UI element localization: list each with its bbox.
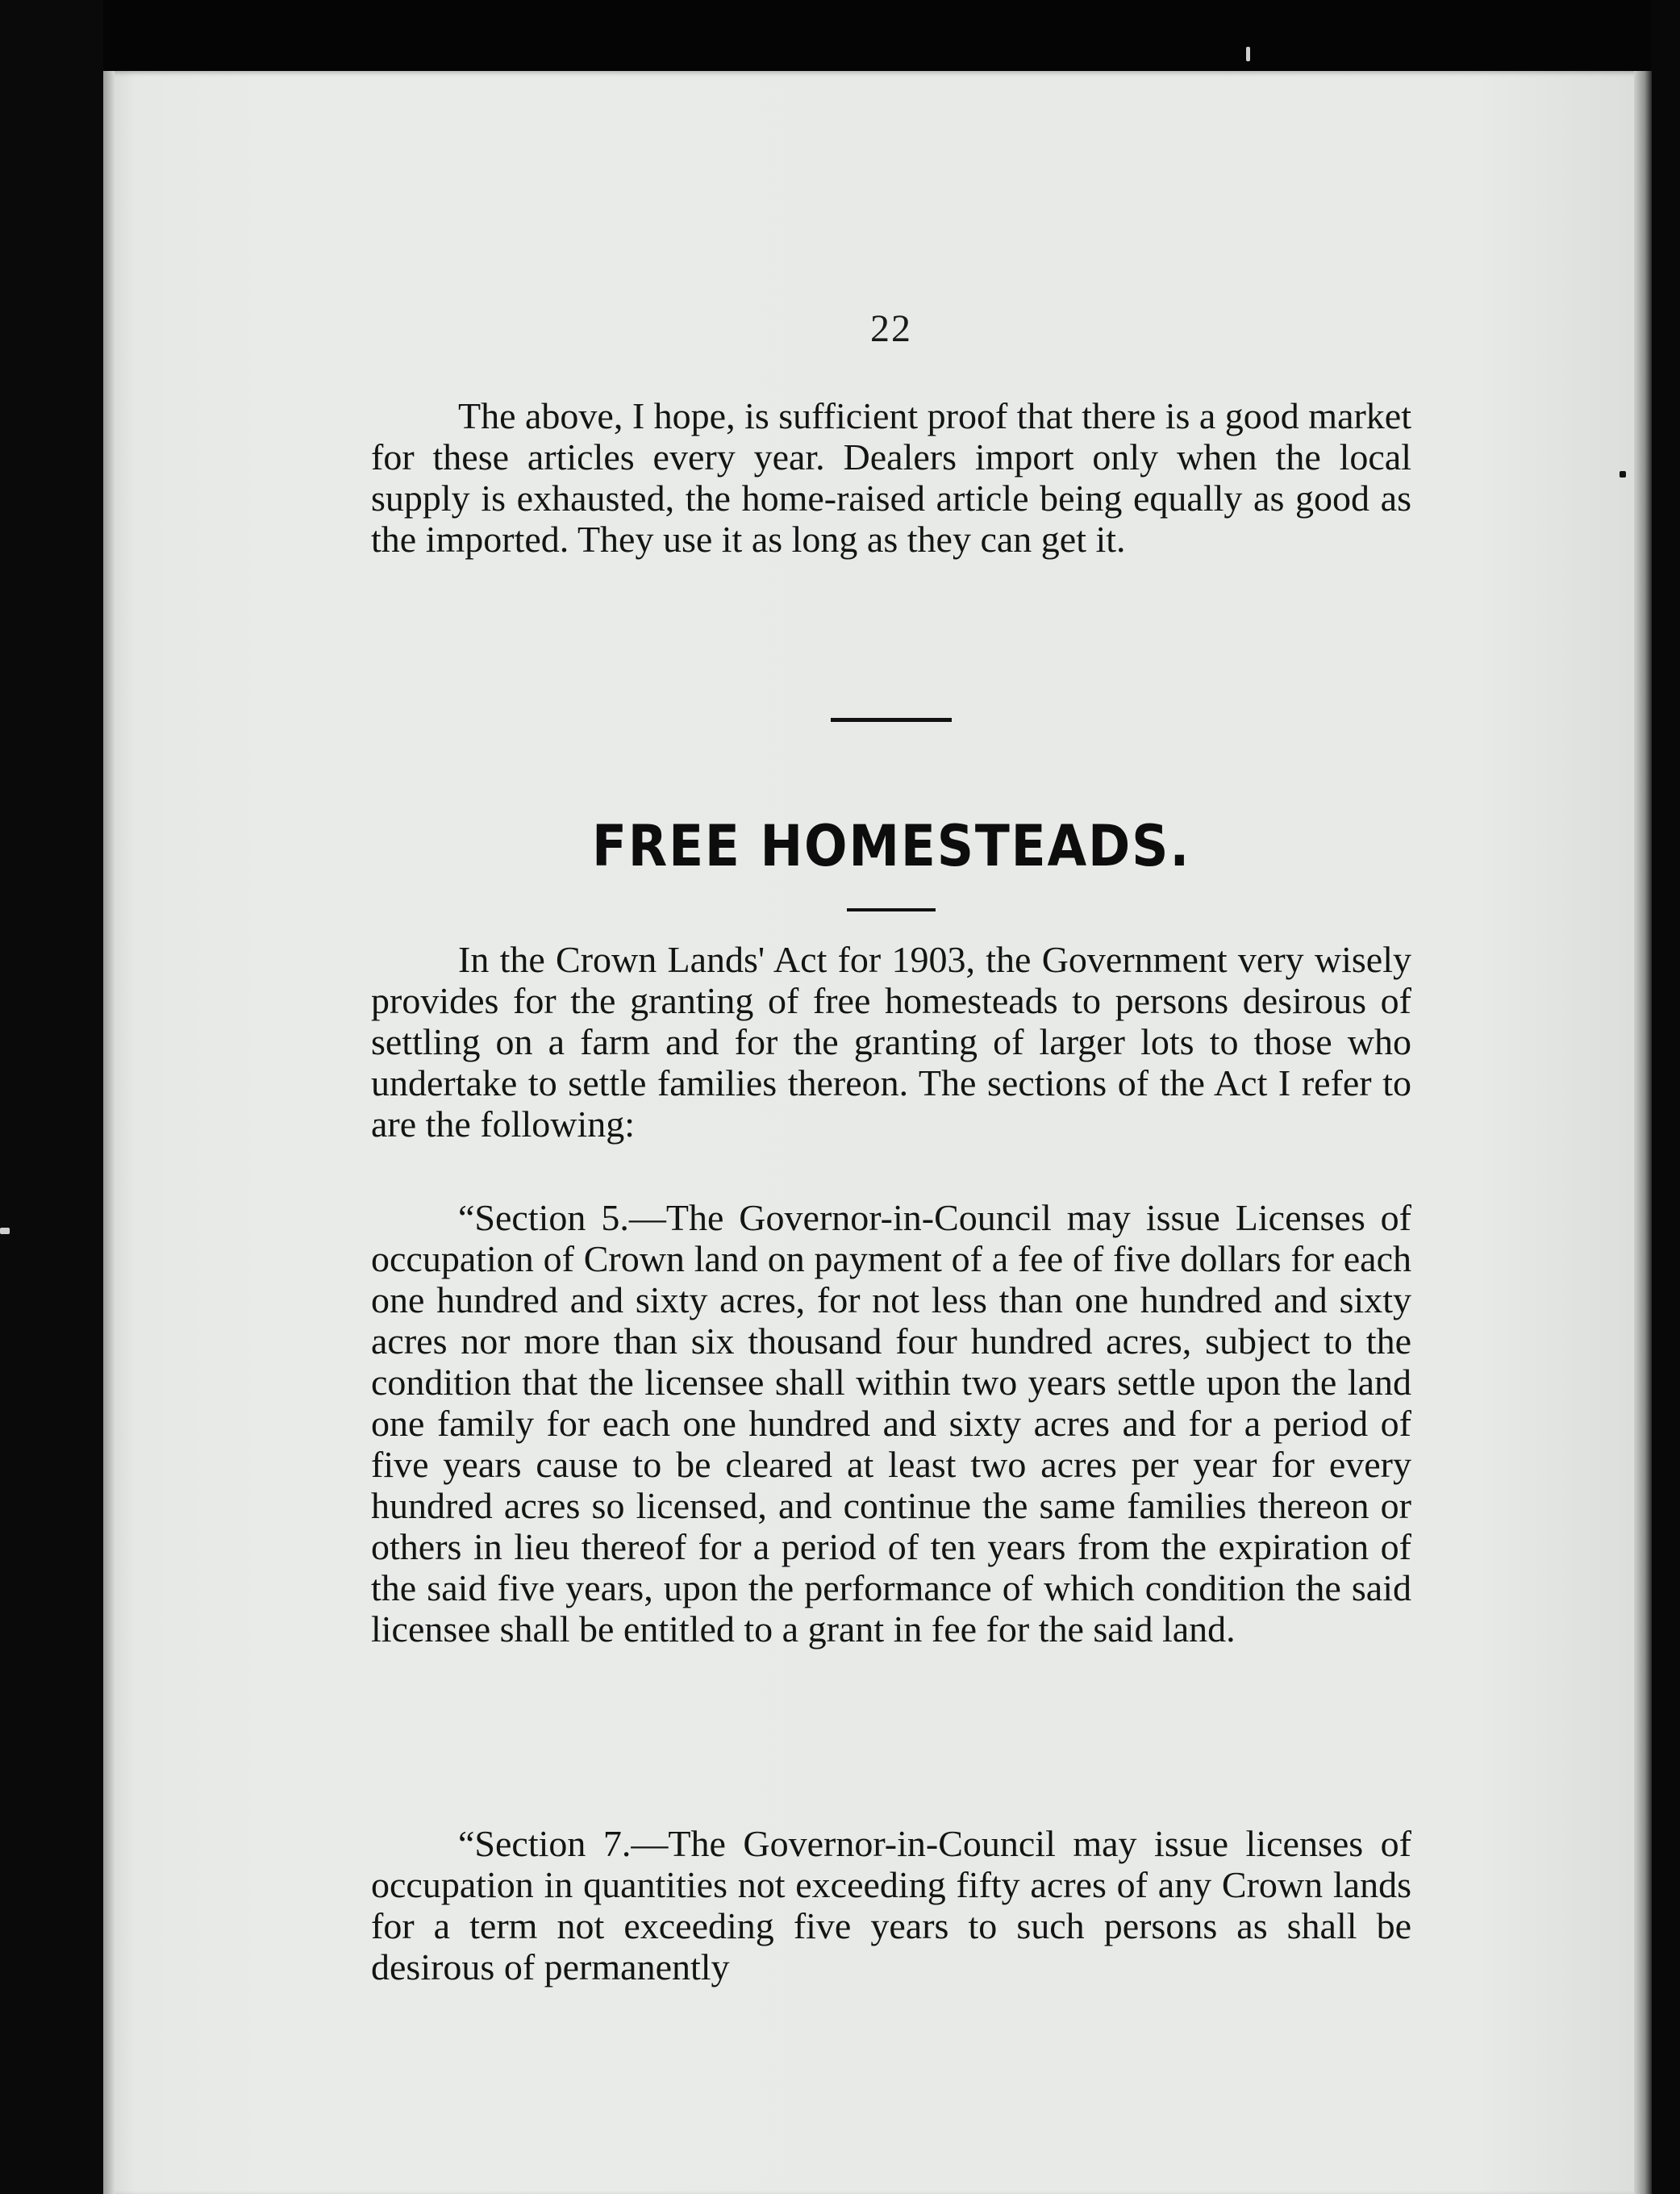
paragraph-section-5: “Section 5.—The Governor-in-Council may issue Licenses of occupation of Crown land on payment of a fee of five dollars for each one hundred and sixty acres, for not less than one hundred and sixty acres nor more than six thousand four hundred acres, subject to the condition that the licensee shall within two years settle upon the land one family for each one hundred and sixty acres and for a period of five years cause to be cleared at least two acres per year for every hundred acres so licensed, and continue the same families thereon or others in lieu thereof for a period of ten years from the expiration of the said five years, upon the performance of which condition the said licensee shall be entitled to a grant in fee for the said land. (371, 1197, 1411, 1650)
paragraph-section-7: “Section 7.—The Governor-in-Council may issue licenses of occupation in quantities not exceeding fifty acres of any Crown lands for a term not exceeding five years to such persons as shall be desirous of permanently (371, 1823, 1411, 1988)
page-right-edge (1634, 71, 1652, 2194)
section-divider-rule (831, 718, 952, 722)
film-speck (1246, 47, 1250, 61)
film-border-right (1651, 0, 1680, 2194)
film-speck (0, 1228, 10, 1234)
paragraph-market-proof: The above, I hope, is sufficient proof that there is a good market for these articles every year. Dealers import only when the local supply is exhausted, the home-raised article being equally as good as the imported. They use it as long as they can get it. (371, 395, 1412, 560)
page-left-edge (103, 71, 115, 2194)
section-heading: FREE HOMESTEADS. (591, 813, 1191, 879)
paragraph-crown-lands-act: In the Crown Lands' Act for 1903, the Government very wisely provides for the granting of free homesteads to persons desirous of settling on a farm and for the granting of larger lots to those who undertake to settle families thereon. The sections of the Act I refer to are the following: (371, 939, 1411, 1145)
scanned-page (103, 71, 1652, 2194)
heading-underline-rule (847, 908, 936, 911)
film-border-top (0, 0, 1680, 74)
page-number: 22 (870, 307, 912, 350)
film-border-left (0, 0, 103, 2194)
film-speck (1620, 471, 1626, 478)
